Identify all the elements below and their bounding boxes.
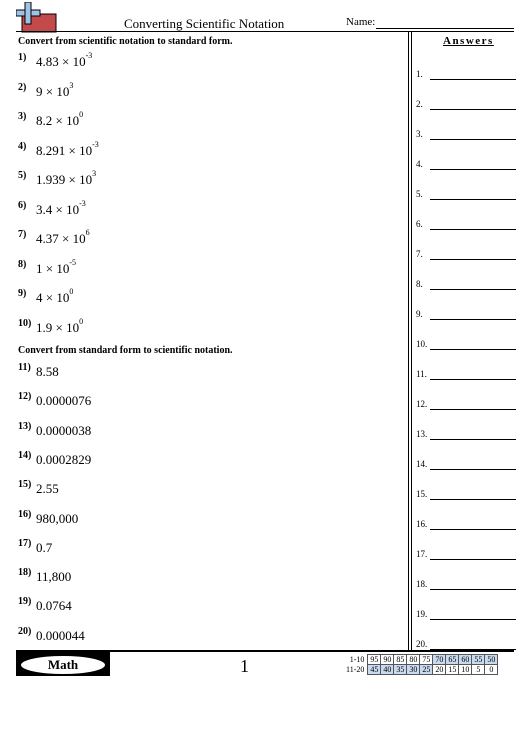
mantissa: 1: [36, 260, 43, 276]
exponent: -5: [69, 257, 77, 267]
score-cell: 60: [459, 655, 472, 665]
answer-line[interactable]: [416, 279, 516, 293]
score-row: [344, 665, 498, 675]
problem-number: 15): [18, 479, 32, 491]
score-cell: 90: [381, 655, 394, 665]
score-table: [344, 654, 498, 675]
answer-number: 8.: [416, 279, 423, 289]
problem-number: 12): [18, 391, 32, 403]
problem-number: 16): [18, 508, 32, 520]
problem-number: 14): [18, 449, 32, 461]
problem-expression: [36, 51, 93, 70]
answer-blank[interactable]: [430, 439, 516, 440]
answer-blank[interactable]: [430, 139, 516, 140]
answer-number: 3.: [416, 129, 423, 139]
answer-line[interactable]: [416, 369, 516, 383]
answer-blank[interactable]: [430, 79, 516, 80]
times-sign: ×: [42, 260, 57, 276]
problem-value: 0.7: [36, 539, 53, 555]
answer-number: 10.: [416, 339, 428, 349]
problem-number: 2): [18, 81, 27, 93]
mantissa: 4.37: [36, 231, 59, 246]
problem-value: 0.0002829: [36, 451, 92, 467]
subject-badge: Math: [20, 655, 106, 675]
exponent: 0: [79, 316, 84, 326]
problem-expression: [36, 110, 84, 129]
header-rule: [16, 31, 514, 32]
score-cell: 15: [446, 665, 459, 675]
problem-expression: [36, 198, 86, 218]
problem-number: 1): [18, 52, 27, 63]
base: 10: [56, 260, 70, 276]
answer-number: 12.: [416, 399, 428, 409]
answer-blank[interactable]: [430, 109, 516, 110]
mantissa: 9: [36, 83, 43, 99]
score-cell: 50: [485, 655, 498, 665]
base: 10: [56, 290, 70, 305]
problem-value: 11,800: [36, 569, 72, 585]
times-sign: ×: [42, 83, 57, 99]
answer-number: 15.: [416, 489, 428, 499]
answer-line[interactable]: [416, 99, 516, 113]
problem-value: 8.58: [36, 364, 59, 379]
answer-blank[interactable]: [430, 619, 516, 620]
times-sign: ×: [52, 201, 67, 217]
problem-number: 7): [18, 229, 27, 240]
score-row: [344, 655, 498, 665]
base: 10: [72, 231, 86, 246]
problem-number: 18): [18, 567, 32, 579]
plus-minus-logo-icon: [16, 2, 60, 34]
exponent: -3: [79, 198, 86, 208]
problem-expression: [36, 169, 97, 188]
score-cell: 70: [433, 655, 446, 665]
answer-number: 14.: [416, 459, 428, 469]
section-heading-sci-to-std: Convert from scientific notation to standard form.: [18, 36, 233, 47]
exponent: -3: [92, 139, 99, 149]
answer-number: 4.: [416, 159, 423, 169]
answer-line[interactable]: [416, 129, 516, 143]
answer-number: 18.: [416, 579, 428, 589]
answer-number: 5.: [416, 189, 423, 199]
answer-blank[interactable]: [430, 529, 516, 530]
answer-number: 13.: [416, 429, 428, 439]
problem-number: 5): [18, 170, 27, 181]
answer-blank[interactable]: [430, 349, 516, 350]
times-sign: ×: [58, 231, 73, 246]
problem-expression: [36, 228, 90, 247]
column-divider-inner: [411, 32, 412, 650]
answer-blank[interactable]: [430, 469, 516, 470]
problem-number: 3): [18, 111, 27, 122]
times-sign: ×: [58, 54, 73, 69]
answers-heading: Answers: [443, 35, 494, 47]
answer-line[interactable]: [416, 159, 516, 173]
problem-expression: [36, 80, 74, 100]
answer-number: 2.: [416, 99, 423, 109]
exponent: 3: [69, 80, 74, 90]
answer-blank[interactable]: [430, 499, 516, 500]
mantissa: 8.291: [36, 142, 66, 158]
name-line: [376, 28, 514, 29]
answer-blank[interactable]: [430, 229, 516, 230]
answer-line[interactable]: [416, 189, 516, 203]
base: 10: [66, 201, 80, 217]
answer-number: 16.: [416, 519, 428, 529]
answer-blank[interactable]: [430, 559, 516, 560]
exponent: 0: [79, 110, 84, 119]
answer-blank[interactable]: [430, 259, 516, 260]
problem-number: 6): [18, 199, 27, 211]
problem-number: 13): [18, 420, 32, 432]
page-number: 1: [240, 656, 249, 676]
score-row-label: 11-20: [346, 665, 365, 674]
answer-blank[interactable]: [430, 169, 516, 170]
score-cell: 10: [459, 665, 472, 675]
worksheet-title: Converting Scientific Notation: [124, 16, 285, 31]
problem-number: 10): [18, 317, 32, 329]
answer-number: 19.: [416, 609, 428, 619]
problem-expression: [36, 257, 77, 277]
answer-line[interactable]: [416, 249, 516, 263]
column-divider: [408, 32, 409, 650]
answer-blank[interactable]: [430, 289, 516, 290]
problem-number: 4): [18, 140, 27, 152]
mantissa: 1.9: [36, 319, 53, 335]
problem-expression: [36, 316, 84, 336]
score-cell: 20: [433, 665, 446, 675]
answer-number: 17.: [416, 549, 428, 559]
times-sign: ×: [52, 319, 67, 335]
answer-line[interactable]: [416, 579, 516, 593]
score-cell: 35: [394, 665, 407, 675]
answer-line[interactable]: [416, 549, 516, 563]
answer-line[interactable]: [416, 429, 516, 443]
score-row-label: 1-10: [349, 655, 365, 664]
problem-value: 980,000: [36, 510, 79, 526]
score-cell: 65: [446, 655, 459, 665]
answer-blank[interactable]: [430, 199, 516, 200]
answer-line[interactable]: [416, 399, 516, 413]
times-sign: ×: [65, 142, 80, 158]
problem-value: 0.000044: [36, 627, 85, 643]
problem-expression: [36, 139, 99, 159]
answer-number: 20.: [416, 639, 428, 649]
answer-number: 6.: [416, 219, 423, 229]
answer-line[interactable]: [416, 459, 516, 473]
answer-number: 7.: [416, 249, 423, 259]
answer-number: 11.: [416, 369, 427, 379]
answer-line[interactable]: [416, 519, 516, 533]
problem-number: 17): [18, 537, 32, 549]
base: 10: [56, 83, 70, 99]
score-cell: 30: [407, 665, 420, 675]
mantissa: 4.83: [36, 54, 59, 69]
exponent: 6: [85, 228, 90, 237]
answer-number: 1.: [416, 69, 423, 79]
base: 10: [66, 319, 80, 335]
score-cell: 40: [381, 665, 394, 675]
score-cell: 45: [368, 665, 381, 675]
problem-number: 8): [18, 258, 27, 270]
answer-blank[interactable]: [430, 589, 516, 590]
exponent: 0: [69, 287, 74, 296]
answer-line[interactable]: [416, 309, 516, 323]
answer-line[interactable]: [416, 609, 516, 623]
problem-expression: [36, 287, 74, 306]
score-cell: 85: [394, 655, 407, 665]
score-cell: 0: [485, 665, 498, 675]
answer-line[interactable]: [416, 489, 516, 503]
answer-line[interactable]: [416, 219, 516, 233]
score-cell: 5: [472, 665, 485, 675]
problem-value: 2.55: [36, 481, 59, 497]
score-cell: 95: [368, 655, 381, 665]
score-cell: 75: [420, 655, 433, 665]
times-sign: ×: [52, 113, 67, 128]
exponent: 3: [92, 169, 97, 178]
mantissa: 1.939: [36, 172, 66, 187]
answer-line[interactable]: [416, 69, 516, 83]
problem-value: 0.0000076: [36, 393, 92, 409]
answer-number: 9.: [416, 309, 423, 319]
problem-number: 11): [18, 362, 31, 373]
base: 10: [66, 113, 80, 128]
problem-number: 20): [18, 625, 32, 637]
mantissa: 3.4: [36, 201, 53, 217]
answer-blank[interactable]: [430, 379, 516, 380]
answer-blank[interactable]: [430, 319, 516, 320]
score-cell: 55: [472, 655, 485, 665]
exponent: -3: [85, 51, 93, 60]
name-label: Name:: [346, 16, 376, 28]
problem-value: 0.0764: [36, 598, 72, 614]
answer-blank[interactable]: [430, 409, 516, 410]
times-sign: ×: [65, 172, 80, 187]
base: 10: [72, 54, 86, 69]
problem-number: 9): [18, 288, 27, 299]
score-cell: 80: [407, 655, 420, 665]
mantissa: 4: [36, 290, 43, 305]
problem-value: 0.0000038: [36, 422, 92, 438]
section-heading-std-to-sci: Convert from standard form to scientific notation.: [18, 345, 233, 356]
problem-number: 19): [18, 596, 32, 608]
base: 10: [79, 172, 93, 187]
base: 10: [79, 142, 93, 158]
score-cell: 25: [420, 665, 433, 675]
times-sign: ×: [42, 290, 57, 305]
answer-line[interactable]: [416, 339, 516, 353]
mantissa: 8.2: [36, 113, 53, 128]
